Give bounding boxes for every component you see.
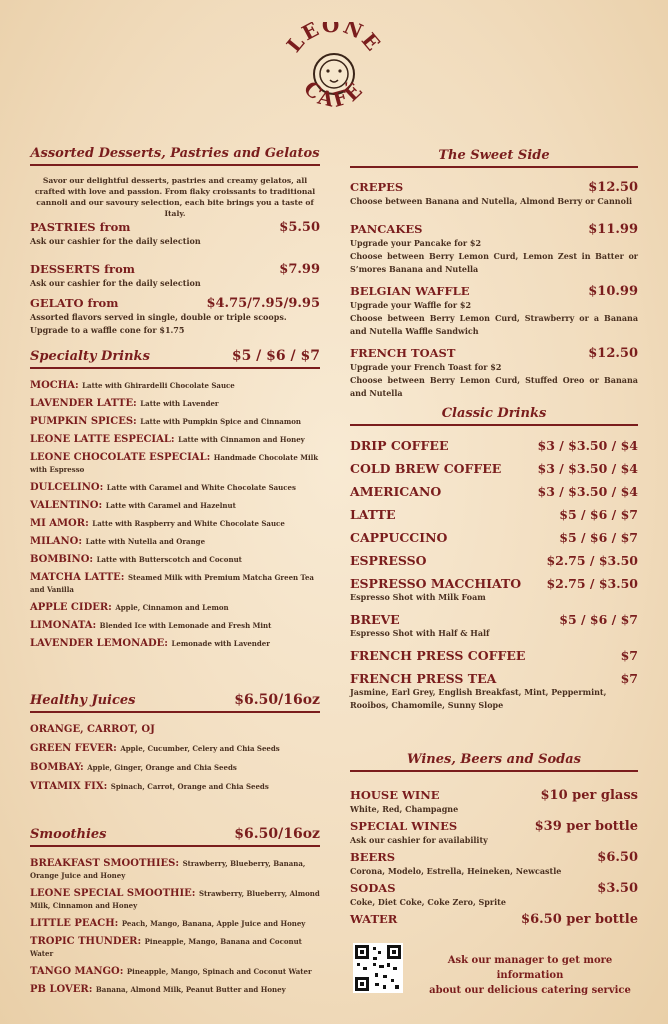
item-desc: Choose between Berry Lemon Curd, Stuffed Oreo or Banana and Nutella: [350, 375, 638, 398]
item-desc: Upgrade your French Toast for $2: [350, 362, 502, 372]
item-name: APPLE CIDER:: [30, 602, 112, 613]
item-name: WATER: [350, 912, 398, 926]
classic-item-row: [350, 648, 638, 663]
item-name: VALENTINO:: [30, 500, 103, 511]
item-name: MI AMOR:: [30, 518, 89, 529]
item-price: $5 / $6 / $7: [559, 612, 638, 627]
item-desc: Latte with Caramel and Hazelnut: [105, 501, 236, 510]
item-price: $6.50 per bottle: [521, 912, 638, 927]
list-item: [30, 936, 320, 960]
item-name: TROPIC THUNDER:: [30, 936, 142, 947]
item-name: VITAMIX FIX:: [30, 781, 108, 792]
item-name: BELGIAN WAFFLE: [350, 284, 470, 298]
logo-bottom-text: CAFÉ: [299, 76, 369, 113]
juices-section: [30, 692, 320, 713]
item-price: $7: [620, 648, 638, 663]
classic-item-row: [350, 484, 638, 499]
item-name: DRIP COFFEE: [350, 438, 449, 453]
item-desc: Banana, Almond Milk, Peanut Butter and Honey: [95, 985, 286, 994]
item-desc: Corona, Modelo, Estrella, Heineken, Newcastle: [350, 866, 562, 876]
smoothies-section: [30, 826, 320, 847]
item-desc: Choose between Berry Lemon Curd, Lemon Zest in Batter or S’mores Banana and Nutella: [350, 251, 638, 274]
item-name: TANGO MANGO:: [30, 966, 124, 977]
item-name: GREEN FEVER:: [30, 743, 117, 754]
list-item: [30, 966, 320, 978]
item-name: BOMBINO:: [30, 554, 94, 565]
item-price: $3 / $3.50 / $4: [537, 484, 638, 499]
item-desc: Ask our cashier for the daily selection: [30, 236, 201, 246]
item-name: MILANO:: [30, 536, 83, 547]
classic-item: [350, 576, 638, 604]
wine-item: [350, 912, 638, 927]
specialty-section: [30, 348, 320, 369]
item-price: $2.75 / $3.50: [546, 576, 638, 591]
sweet-item-row: [350, 284, 638, 299]
item-name: LAVENDER LATTE:: [30, 398, 137, 409]
list-item: [30, 572, 320, 596]
wine-item-row: [350, 819, 638, 834]
sweet-item-row: [350, 180, 638, 195]
item-name: BREAKFAST SMOOTHIES:: [30, 858, 180, 869]
item-name: BEERS: [350, 850, 396, 864]
item-desc: Blended Ice with Lemonade and Fresh Mint: [99, 621, 272, 630]
wines-title: Wines, Beers and Sodas: [406, 752, 581, 767]
classic-item: [350, 438, 638, 453]
item-desc: Handmade Chocolate Milk with Espresso: [30, 453, 319, 474]
item-price: $39 per bottle: [534, 819, 638, 834]
classic-item: [350, 484, 638, 499]
classic-list: [350, 438, 638, 720]
item-name: ESPRESSO: [350, 553, 427, 568]
dessert-item: [30, 296, 320, 337]
item-desc: Spinach, Carrot, Orange and Chia Seeds: [110, 782, 269, 791]
leone-cafe-logo: [274, 22, 394, 122]
list-item: [30, 620, 320, 632]
list-item: [30, 536, 320, 548]
dessert-item: [30, 220, 320, 248]
list-item: [30, 416, 320, 428]
item-desc: Latte with Butterscotch and Coconut: [96, 555, 242, 564]
list-item: [30, 398, 320, 410]
item-name: LEONE CHOCOLATE ESPECIAL:: [30, 452, 211, 463]
item-price: $2.75 / $3.50: [546, 553, 638, 568]
classic-item: [350, 612, 638, 640]
item-desc: Lemonade with Lavender: [171, 639, 270, 648]
list-item: [30, 724, 320, 736]
item-desc: Apple, Cinnamon and Lemon: [115, 603, 229, 612]
sweet-item-row: [350, 346, 638, 361]
item-desc: Pineapple, Mango, Spinach and Coconut Water: [126, 967, 312, 976]
specialty-list: [30, 380, 320, 656]
item-desc: Espresso Shot with Milk Foam: [350, 592, 486, 602]
list-item: [30, 500, 320, 512]
item-desc: Coke, Diet Coke, Coke Zero, Sprite: [350, 897, 506, 907]
wine-item: [350, 788, 638, 816]
item-desc: Apple, Ginger, Orange and Chia Seeds: [87, 763, 237, 772]
smoothies-price: $6.50/16oz: [234, 826, 320, 842]
item-price: $10.99: [588, 284, 638, 299]
item-desc-2: Upgrade to a waffle cone for $1.75: [30, 325, 185, 335]
sweet-section: [350, 148, 638, 168]
sweet-item: [350, 346, 638, 400]
item-name: LEONE SPECIAL SMOOTHIE:: [30, 888, 196, 899]
smoothies-title: Smoothies: [30, 827, 107, 842]
item-desc: Jasmine, Earl Grey, English Breakfast, Mint, Peppermint, Rooibos, Chamomile, Sunny Slope: [350, 687, 607, 710]
item-name: SODAS: [350, 881, 396, 895]
list-item: [30, 858, 320, 882]
item-name: FRENCH PRESS TEA: [350, 671, 497, 686]
item-price: $12.50: [588, 346, 638, 361]
item-name: COLD BREW COFFEE: [350, 461, 502, 476]
item-name: MATCHA LATTE:: [30, 572, 125, 583]
classic-item: [350, 530, 638, 545]
catering-note: [415, 953, 645, 998]
item-desc: Latte with Caramel and White Chocolate Sauces: [106, 483, 296, 492]
juices-title: Healthy Juices: [30, 693, 136, 708]
desserts-title: Assorted Desserts, Pastries and Gelatos: [30, 146, 320, 161]
classic-item-row: [350, 438, 638, 453]
list-item: [30, 554, 320, 566]
wine-item: [350, 881, 638, 909]
item-desc: Steamed Milk with Premium Matcha Green Tea and Vanilla: [30, 573, 314, 594]
item-name: MOCHA:: [30, 380, 79, 391]
classic-item: [350, 648, 638, 663]
qr-code[interactable]: [353, 943, 403, 993]
item-name: LAVENDER LEMONADE:: [30, 638, 168, 649]
classic-title: Classic Drinks: [441, 406, 547, 421]
item-price: $3 / $3.50 / $4: [537, 438, 638, 453]
list-item: [30, 434, 320, 446]
svg-text:LEONE: [282, 22, 387, 57]
item-desc: Strawberry, Blueberry, Banana, Orange Juice and Honey: [30, 859, 306, 880]
item-name: FRENCH TOAST: [350, 346, 456, 360]
catering-line-2: about our delicious catering service: [429, 985, 631, 996]
classic-item-row: [350, 553, 638, 568]
item-desc: Latte with Nutella and Orange: [85, 537, 206, 546]
item-name: LITTLE PEACH:: [30, 918, 119, 929]
item-price: $6.50: [597, 850, 638, 865]
item-name: BREVE: [350, 612, 400, 627]
item-desc: Assorted flavors served in single, double or triple scoops.: [30, 312, 287, 322]
dessert-item: [30, 262, 320, 290]
wine-item-row: [350, 912, 638, 927]
list-item: [30, 781, 320, 793]
item-name: LEONE LATTE ESPECIAL:: [30, 434, 175, 445]
sweet-list: [350, 180, 638, 400]
item-price: $4.75/7.95/9.95: [206, 296, 320, 311]
item-name: LATTE: [350, 507, 396, 522]
desserts-intro: Savor our delightful desserts, pastries and creamy gelatos, all crafted with love and passion. From flaky croissants to traditional cannoli and our savoury selection, each bite brings you a taste of Italy.: [34, 176, 316, 218]
list-item: [30, 984, 320, 996]
item-name: DESSERTS from: [30, 262, 135, 276]
item-price: $3.50: [597, 881, 638, 896]
item-price: $10 per glass: [540, 788, 638, 803]
list-item: [30, 743, 320, 755]
classic-item: [350, 507, 638, 522]
item-name: PB LOVER:: [30, 984, 93, 995]
item-price: $5 / $6 / $7: [559, 530, 638, 545]
wines-list: [350, 788, 638, 930]
item-name: CAPPUCCINO: [350, 530, 448, 545]
item-name: HOUSE WINE: [350, 788, 440, 802]
list-item: [30, 888, 320, 912]
item-name: ORANGE, CARROT, OJ: [30, 724, 155, 735]
item-name: GELATO from: [30, 296, 119, 310]
item-desc: Peach, Mango, Banana, Apple Juice and Honey: [121, 919, 306, 928]
classic-item-row: [350, 461, 638, 476]
wine-item: [350, 850, 638, 878]
item-desc: Latte with Cinnamon and Honey: [178, 435, 305, 444]
desserts-section: [30, 146, 320, 219]
item-price: $3 / $3.50 / $4: [537, 461, 638, 476]
list-item: [30, 380, 320, 392]
juices-price: $6.50/16oz: [234, 692, 320, 708]
specialty-title: Specialty Drinks: [30, 349, 150, 364]
wine-item-row: [350, 850, 638, 865]
item-desc: Choose between Berry Lemon Curd, Strawberry or a Banana and Nutella Waffle Sandwich: [350, 313, 638, 336]
item-price: $11.99: [588, 222, 638, 237]
item-price: $5.50: [279, 220, 320, 235]
item-name: AMERICANO: [350, 484, 442, 499]
item-name: PUMPKIN SPICES:: [30, 416, 137, 427]
list-item: [30, 918, 320, 930]
sweet-title: The Sweet Side: [438, 148, 550, 163]
item-name: SPECIAL WINES: [350, 819, 458, 833]
item-desc: Ask our cashier for availability: [350, 835, 488, 845]
classic-item-row: [350, 612, 638, 627]
list-item: [30, 518, 320, 530]
classic-section: [350, 406, 638, 426]
item-desc: Espresso Shot with Half & Half: [350, 628, 490, 638]
item-desc: Upgrade your Waffle for $2: [350, 300, 472, 310]
item-price: $12.50: [588, 180, 638, 195]
item-desc: White, Red, Champagne: [350, 804, 459, 814]
specialty-price: $5 / $6 / $7: [231, 348, 320, 364]
item-name: ESPRESSO MACCHIATO: [350, 576, 522, 591]
item-desc: Pineapple, Mango, Banana and Coconut Water: [30, 937, 302, 958]
item-desc: Upgrade your Pancake for $2: [350, 238, 482, 248]
sweet-item: [350, 222, 638, 276]
logo-top-text: LEONE: [281, 22, 387, 57]
classic-item: [350, 671, 638, 712]
list-item: [30, 602, 320, 614]
item-desc: Choose between Banana and Nutella, Almond Berry or Cannoli: [350, 196, 633, 206]
classic-item-row: [350, 530, 638, 545]
sweet-item: [350, 284, 638, 338]
juices-list: [30, 724, 320, 800]
smoothies-list: [30, 858, 320, 1002]
item-desc: Strawberry, Blueberry, Almond Milk, Cinnamon and Honey: [30, 889, 320, 910]
classic-item: [350, 461, 638, 476]
item-price: $7.99: [279, 262, 320, 277]
classic-item-row: [350, 671, 638, 686]
catering-line-1: Ask our manager to get more information: [447, 955, 613, 981]
classic-item: [350, 553, 638, 568]
wine-item: [350, 819, 638, 847]
item-name: BOMBAY:: [30, 762, 84, 773]
list-item: [30, 452, 320, 476]
item-desc: Ask our cashier for the daily selection: [30, 278, 201, 288]
item-desc: Latte with Raspberry and White Chocolate Sauce: [92, 519, 285, 528]
item-price: $5 / $6 / $7: [559, 507, 638, 522]
wine-item-row: [350, 788, 638, 803]
item-desc: Apple, Cucumber, Celery and Chia Seeds: [120, 744, 280, 753]
sweet-item: [350, 180, 638, 208]
item-desc: Latte with Lavender: [140, 399, 219, 408]
list-item: [30, 762, 320, 774]
wines-section: [350, 752, 638, 772]
classic-item-row: [350, 576, 638, 591]
item-name: PANCAKES: [350, 222, 423, 236]
list-item: [30, 482, 320, 494]
item-name: PASTRIES from: [30, 220, 131, 234]
wine-item-row: [350, 881, 638, 896]
item-desc: Latte with Ghirardelli Chocolate Sauce: [82, 381, 235, 390]
item-name: CREPES: [350, 180, 404, 194]
list-item: [30, 638, 320, 650]
item-name: FRENCH PRESS COFFEE: [350, 648, 526, 663]
item-name: LIMONATA:: [30, 620, 97, 631]
item-price: $7: [620, 671, 638, 686]
classic-item-row: [350, 507, 638, 522]
sweet-item-row: [350, 222, 638, 237]
item-name: DULCELINO:: [30, 482, 104, 493]
item-desc: Latte with Pumpkin Spice and Cinnamon: [140, 417, 301, 426]
